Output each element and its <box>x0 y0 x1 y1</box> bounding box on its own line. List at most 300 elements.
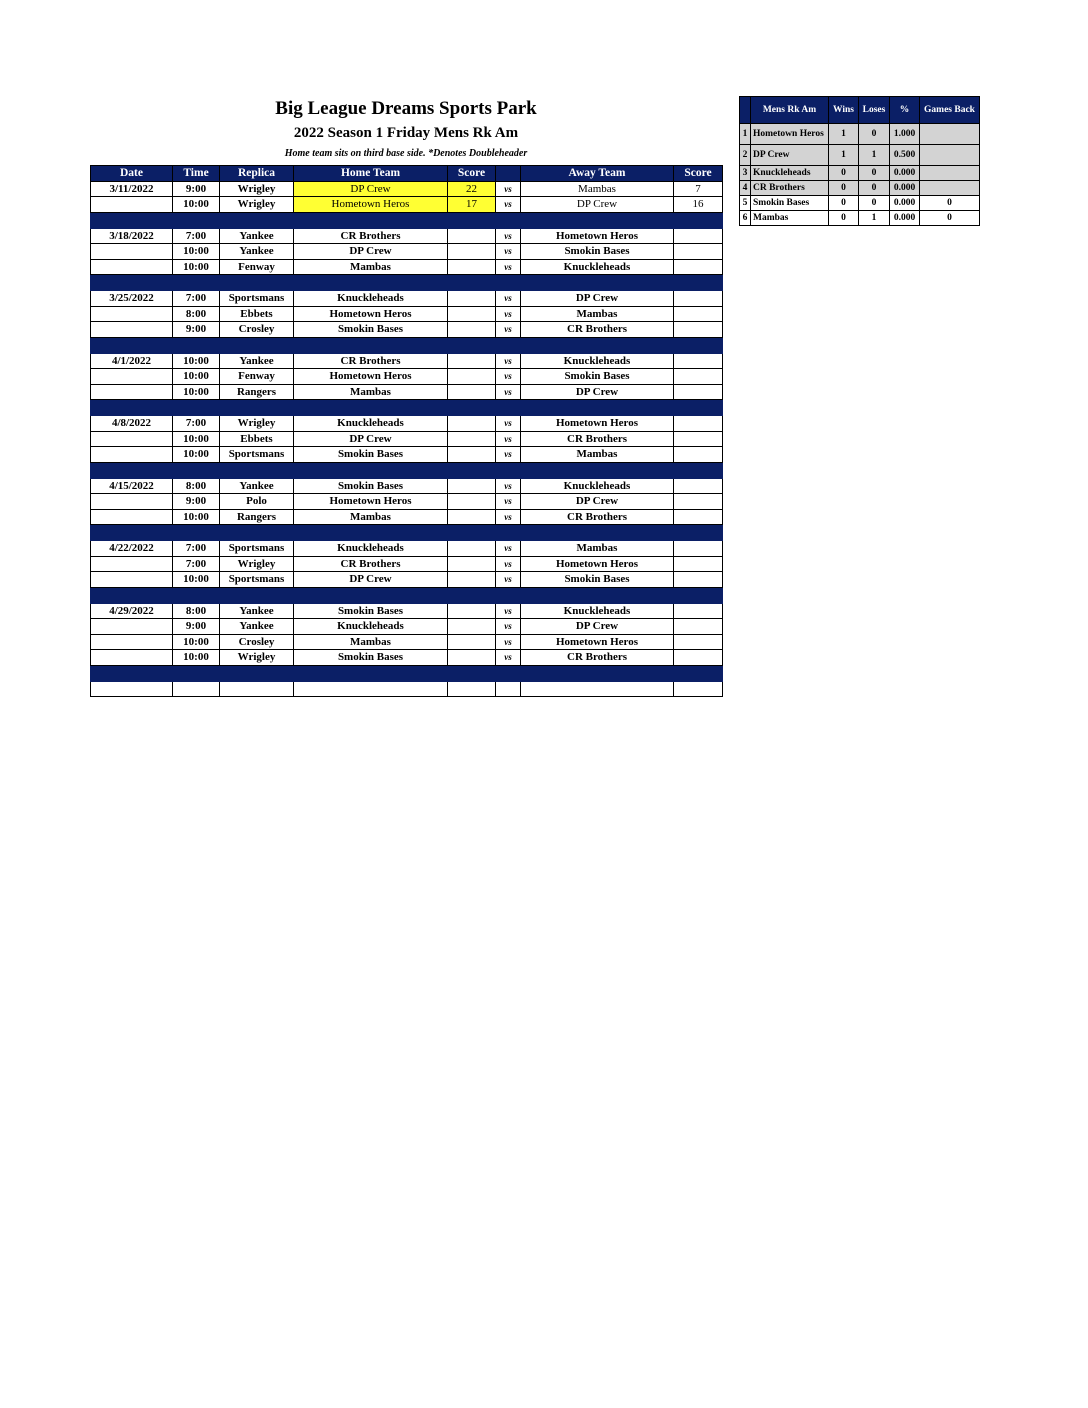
empty-cell <box>173 681 220 697</box>
division-header: Mens Rk Am <box>751 97 829 124</box>
away-score <box>674 369 723 385</box>
game-time: 9:00 <box>173 619 220 635</box>
separator-cell <box>674 587 723 603</box>
away-score <box>674 572 723 588</box>
game-field: Wrigley <box>220 556 294 572</box>
away-score <box>674 556 723 572</box>
separator-cell <box>220 337 294 353</box>
away-team: Knuckleheads <box>521 478 674 494</box>
team-pct: 0.500 <box>890 145 920 166</box>
home-team: CR Brothers <box>294 228 448 244</box>
game-row <box>91 650 723 666</box>
team-wins: 0 <box>829 196 859 211</box>
home-team: CR Brothers <box>294 353 448 369</box>
away-team: Hometown Heros <box>521 416 674 432</box>
vs-label: vs <box>496 572 521 588</box>
separator-cell <box>91 275 173 291</box>
game-field: Fenway <box>220 369 294 385</box>
vs-label: vs <box>496 306 521 322</box>
game-date <box>91 259 173 275</box>
game-field: Ebbets <box>220 431 294 447</box>
separator-cell <box>173 587 220 603</box>
away-team: CR Brothers <box>521 509 674 525</box>
separator-cell <box>674 400 723 416</box>
home-team: DP Crew <box>294 181 448 197</box>
game-field: Polo <box>220 494 294 510</box>
game-row <box>91 431 723 447</box>
team-games-back <box>920 166 980 181</box>
home-score <box>448 431 496 447</box>
vs-label: vs <box>496 291 521 307</box>
game-date <box>91 431 173 447</box>
game-date: 3/18/2022 <box>91 228 173 244</box>
schedule-table <box>90 165 723 697</box>
separator-cell <box>496 462 521 478</box>
standings-row <box>740 211 980 226</box>
separator-cell <box>496 275 521 291</box>
game-field: Yankee <box>220 603 294 619</box>
separator-cell <box>674 665 723 681</box>
team-games-back <box>920 124 980 145</box>
game-field: Yankee <box>220 353 294 369</box>
home-score <box>448 478 496 494</box>
game-row <box>91 369 723 385</box>
separator-cell <box>496 212 521 228</box>
standings-row <box>740 166 980 181</box>
home-score: 17 <box>448 197 496 213</box>
separator-cell <box>173 400 220 416</box>
game-date <box>91 244 173 260</box>
home-team: CR Brothers <box>294 556 448 572</box>
team-pct: 0.000 <box>890 211 920 226</box>
separator-cell <box>220 665 294 681</box>
wins-header: Wins <box>829 97 859 124</box>
game-date: 3/25/2022 <box>91 291 173 307</box>
game-field: Yankee <box>220 619 294 635</box>
empty-cell <box>448 681 496 697</box>
separator-cell <box>521 337 674 353</box>
game-time: 7:00 <box>173 228 220 244</box>
away-team: DP Crew <box>521 619 674 635</box>
away-team: CR Brothers <box>521 322 674 338</box>
empty-cell <box>674 681 723 697</box>
team-pct: 0.000 <box>890 196 920 211</box>
home-score-header: Score <box>448 166 496 182</box>
team-name: Mambas <box>751 211 829 226</box>
away-team: Smokin Bases <box>521 572 674 588</box>
separator-cell <box>674 212 723 228</box>
vs-label: vs <box>496 634 521 650</box>
separator-cell <box>521 587 674 603</box>
separator-cell <box>91 212 173 228</box>
vs-label: vs <box>496 509 521 525</box>
vs-label: vs <box>496 322 521 338</box>
away-team: Knuckleheads <box>521 259 674 275</box>
games-back-header: Games Back <box>920 97 980 124</box>
separator-cell <box>294 462 448 478</box>
game-row <box>91 478 723 494</box>
game-field: Yankee <box>220 244 294 260</box>
away-score <box>674 259 723 275</box>
game-field: Crosley <box>220 322 294 338</box>
separator-cell <box>448 400 496 416</box>
away-team: CR Brothers <box>521 650 674 666</box>
game-row <box>91 541 723 557</box>
game-row <box>91 509 723 525</box>
game-time: 10:00 <box>173 353 220 369</box>
away-score: 16 <box>674 197 723 213</box>
game-time: 7:00 <box>173 556 220 572</box>
game-date <box>91 650 173 666</box>
separator-cell <box>220 212 294 228</box>
home-team-header: Home Team <box>294 166 448 182</box>
separator-cell <box>294 337 448 353</box>
away-score <box>674 603 723 619</box>
separator-cell <box>496 665 521 681</box>
week-separator-row <box>91 400 723 416</box>
game-field: Sportsmans <box>220 447 294 463</box>
game-field: Wrigley <box>220 650 294 666</box>
game-date <box>91 306 173 322</box>
game-row <box>91 416 723 432</box>
home-score <box>448 541 496 557</box>
game-time: 10:00 <box>173 447 220 463</box>
vs-label: vs <box>496 244 521 260</box>
game-date <box>91 494 173 510</box>
game-row <box>91 494 723 510</box>
game-row <box>91 228 723 244</box>
team-wins: 1 <box>829 124 859 145</box>
team-games-back: 0 <box>920 196 980 211</box>
home-team: Mambas <box>294 259 448 275</box>
team-pct: 0.000 <box>890 181 920 196</box>
team-loses: 0 <box>859 166 890 181</box>
team-loses: 1 <box>859 145 890 166</box>
team-rank: 6 <box>740 211 751 226</box>
game-time: 7:00 <box>173 416 220 432</box>
vs-label: vs <box>496 619 521 635</box>
game-date <box>91 369 173 385</box>
game-field: Fenway <box>220 259 294 275</box>
away-score <box>674 353 723 369</box>
schedule-note: Home team sits on third base side. *Denotes Doubleheader <box>284 148 528 159</box>
separator-cell <box>496 587 521 603</box>
team-loses: 0 <box>859 124 890 145</box>
home-score <box>448 650 496 666</box>
away-team: DP Crew <box>521 197 674 213</box>
game-field: Sportsmans <box>220 291 294 307</box>
home-score <box>448 259 496 275</box>
separator-cell <box>496 400 521 416</box>
empty-cell <box>91 681 173 697</box>
team-wins: 1 <box>829 145 859 166</box>
standings-table <box>739 96 980 226</box>
empty-cell <box>294 681 448 697</box>
home-score <box>448 509 496 525</box>
home-score <box>448 384 496 400</box>
vs-header <box>496 166 521 182</box>
week-separator-row <box>91 275 723 291</box>
home-team: Hometown Heros <box>294 494 448 510</box>
home-team: Knuckleheads <box>294 619 448 635</box>
separator-cell <box>173 275 220 291</box>
away-team: DP Crew <box>521 384 674 400</box>
separator-cell <box>674 337 723 353</box>
game-field: Yankee <box>220 228 294 244</box>
separator-cell <box>448 665 496 681</box>
game-date: 4/15/2022 <box>91 478 173 494</box>
separator-cell <box>448 587 496 603</box>
home-score <box>448 244 496 260</box>
away-score <box>674 650 723 666</box>
game-date: 4/29/2022 <box>91 603 173 619</box>
game-row <box>91 197 723 213</box>
away-score <box>674 384 723 400</box>
home-team: Hometown Heros <box>294 197 448 213</box>
separator-cell <box>294 525 448 541</box>
separator-cell <box>521 400 674 416</box>
week-separator-row <box>91 665 723 681</box>
separator-cell <box>91 525 173 541</box>
away-team: Mambas <box>521 306 674 322</box>
home-score <box>448 603 496 619</box>
separator-cell <box>173 525 220 541</box>
home-team: Knuckleheads <box>294 416 448 432</box>
separator-cell <box>521 462 674 478</box>
date-header: Date <box>91 166 173 182</box>
separator-cell <box>173 337 220 353</box>
away-team: Mambas <box>521 541 674 557</box>
team-loses: 0 <box>859 181 890 196</box>
week-separator-row <box>91 212 723 228</box>
away-team: DP Crew <box>521 291 674 307</box>
game-date <box>91 572 173 588</box>
home-score <box>448 447 496 463</box>
home-team: Hometown Heros <box>294 369 448 385</box>
separator-cell <box>294 665 448 681</box>
game-time: 10:00 <box>173 259 220 275</box>
home-team: Smokin Bases <box>294 478 448 494</box>
away-team: Knuckleheads <box>521 353 674 369</box>
separator-cell <box>294 275 448 291</box>
home-score <box>448 353 496 369</box>
home-team: DP Crew <box>294 431 448 447</box>
empty-cell <box>496 681 521 697</box>
away-score <box>674 416 723 432</box>
game-date <box>91 322 173 338</box>
away-score <box>674 509 723 525</box>
game-row <box>91 384 723 400</box>
game-row <box>91 634 723 650</box>
separator-cell <box>521 665 674 681</box>
home-score <box>448 556 496 572</box>
game-field: Crosley <box>220 634 294 650</box>
separator-cell <box>220 587 294 603</box>
separator-cell <box>448 337 496 353</box>
game-date: 4/8/2022 <box>91 416 173 432</box>
separator-cell <box>220 462 294 478</box>
empty-cell <box>521 681 674 697</box>
team-pct: 1.000 <box>890 124 920 145</box>
separator-cell <box>91 462 173 478</box>
vs-label: vs <box>496 494 521 510</box>
away-score <box>674 634 723 650</box>
week-separator-row <box>91 337 723 353</box>
away-score <box>674 541 723 557</box>
home-team: Smokin Bases <box>294 650 448 666</box>
vs-label: vs <box>496 541 521 557</box>
home-team: Smokin Bases <box>294 603 448 619</box>
game-row <box>91 306 723 322</box>
home-score <box>448 634 496 650</box>
game-row <box>91 291 723 307</box>
game-date <box>91 619 173 635</box>
loses-header: Loses <box>859 97 890 124</box>
vs-label: vs <box>496 431 521 447</box>
away-team: Hometown Heros <box>521 228 674 244</box>
away-score <box>674 291 723 307</box>
away-score <box>674 322 723 338</box>
separator-cell <box>173 212 220 228</box>
away-score: 7 <box>674 181 723 197</box>
away-score <box>674 478 723 494</box>
separator-cell <box>91 400 173 416</box>
team-name: Smokin Bases <box>751 196 829 211</box>
team-name: CR Brothers <box>751 181 829 196</box>
team-pct: 0.000 <box>890 166 920 181</box>
game-time: 10:00 <box>173 650 220 666</box>
team-rank: 4 <box>740 181 751 196</box>
game-field: Wrigley <box>220 197 294 213</box>
standings-row <box>740 145 980 166</box>
separator-cell <box>674 275 723 291</box>
game-row <box>91 556 723 572</box>
game-field: Wrigley <box>220 181 294 197</box>
team-games-back <box>920 181 980 196</box>
team-games-back <box>920 145 980 166</box>
game-field: Sportsmans <box>220 572 294 588</box>
vs-label: vs <box>496 353 521 369</box>
vs-label: vs <box>496 478 521 494</box>
team-name: Knuckleheads <box>751 166 829 181</box>
game-row <box>91 244 723 260</box>
game-time: 8:00 <box>173 603 220 619</box>
separator-cell <box>173 462 220 478</box>
separator-cell <box>448 462 496 478</box>
separator-cell <box>448 525 496 541</box>
away-score <box>674 494 723 510</box>
away-score <box>674 619 723 635</box>
game-time: 10:00 <box>173 244 220 260</box>
team-name: Hometown Heros <box>751 124 829 145</box>
vs-label: vs <box>496 259 521 275</box>
team-wins: 0 <box>829 211 859 226</box>
vs-label: vs <box>496 447 521 463</box>
home-team: Hometown Heros <box>294 306 448 322</box>
vs-label: vs <box>496 416 521 432</box>
week-separator-row <box>91 462 723 478</box>
team-name: DP Crew <box>751 145 829 166</box>
vs-label: vs <box>496 384 521 400</box>
away-score-header: Score <box>674 166 723 182</box>
game-time: 10:00 <box>173 509 220 525</box>
game-row <box>91 619 723 635</box>
team-loses: 0 <box>859 196 890 211</box>
home-team: DP Crew <box>294 572 448 588</box>
separator-cell <box>220 275 294 291</box>
away-score <box>674 306 723 322</box>
empty-cell <box>220 681 294 697</box>
vs-label: vs <box>496 181 521 197</box>
away-team: CR Brothers <box>521 431 674 447</box>
game-time: 9:00 <box>173 494 220 510</box>
game-field: Rangers <box>220 384 294 400</box>
team-rank: 1 <box>740 124 751 145</box>
game-date <box>91 197 173 213</box>
home-score <box>448 494 496 510</box>
game-row <box>91 447 723 463</box>
game-time: 8:00 <box>173 306 220 322</box>
team-rank: 3 <box>740 166 751 181</box>
team-wins: 0 <box>829 181 859 196</box>
game-row <box>91 603 723 619</box>
away-team-header: Away Team <box>521 166 674 182</box>
game-time: 7:00 <box>173 541 220 557</box>
game-date <box>91 509 173 525</box>
game-row <box>91 259 723 275</box>
game-field: Wrigley <box>220 416 294 432</box>
home-team: Knuckleheads <box>294 541 448 557</box>
away-team: Smokin Bases <box>521 369 674 385</box>
home-score <box>448 416 496 432</box>
standings-row <box>740 181 980 196</box>
separator-cell <box>496 525 521 541</box>
game-field: Sportsmans <box>220 541 294 557</box>
time-header: Time <box>173 166 220 182</box>
home-score <box>448 322 496 338</box>
standings-header-row <box>740 97 980 124</box>
game-row <box>91 572 723 588</box>
team-loses: 1 <box>859 211 890 226</box>
home-team: Mambas <box>294 634 448 650</box>
away-team: DP Crew <box>521 494 674 510</box>
game-field: Yankee <box>220 478 294 494</box>
home-score <box>448 228 496 244</box>
game-field: Rangers <box>220 509 294 525</box>
game-time: 8:00 <box>173 478 220 494</box>
separator-cell <box>91 587 173 603</box>
separator-cell <box>173 665 220 681</box>
separator-cell <box>521 275 674 291</box>
week-separator-row <box>91 587 723 603</box>
separator-cell <box>521 525 674 541</box>
separator-cell <box>91 665 173 681</box>
home-score: 22 <box>448 181 496 197</box>
home-team: Mambas <box>294 384 448 400</box>
page-title: Big League Dreams Sports Park <box>275 98 537 119</box>
separator-cell <box>91 337 173 353</box>
away-team: Knuckleheads <box>521 603 674 619</box>
separator-cell <box>294 400 448 416</box>
separator-cell <box>220 525 294 541</box>
week-separator-row <box>91 525 723 541</box>
team-games-back: 0 <box>920 211 980 226</box>
game-time: 10:00 <box>173 369 220 385</box>
away-team: Hometown Heros <box>521 634 674 650</box>
schedule-header-row <box>91 166 723 182</box>
vs-label: vs <box>496 228 521 244</box>
away-score <box>674 228 723 244</box>
